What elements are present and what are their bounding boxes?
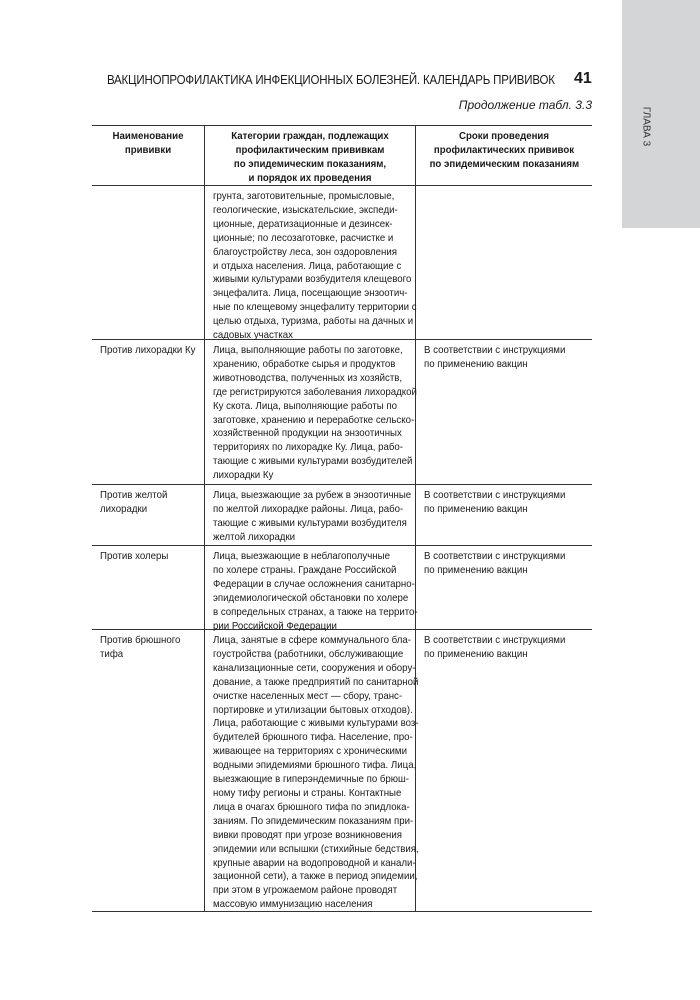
text-line: Лица, выезжающие за рубеж в энзоотичные — [213, 490, 412, 501]
text-line: эпидемии или вспышки (стихийные бедствия, — [213, 843, 419, 855]
text-line: Лица, занятые в сфере коммунального бла- — [213, 635, 411, 646]
text-line: ционные, дератизационные и дезинсек- — [213, 218, 393, 230]
text-line: геологические, изыскательские, экспеди- — [213, 204, 398, 216]
vaccine-name-cell — [92, 186, 204, 339]
header-timing — [416, 126, 592, 185]
text-line: и порядок их проведения — [248, 172, 372, 184]
text-line: Федерации в случае осложнения санитарно- — [213, 578, 415, 590]
text-line: животноводства, полученных из хозяйств, — [213, 372, 403, 384]
text-line: живающее на территориях с хроническими — [213, 746, 407, 758]
text-line: грунта, заготовительные, промысловые, — [213, 191, 395, 202]
text-line: ные по клещевому энцефалиту территории с — [213, 302, 417, 314]
text-line: по применению вакцин — [424, 358, 528, 370]
chapter-label: ГЛАВА 3 — [640, 106, 652, 147]
categories-cell — [204, 485, 416, 545]
table-row — [92, 546, 592, 630]
text-line: В соответствии с инструкциями — [424, 635, 566, 646]
table-row — [92, 186, 592, 340]
text-line: Против брюшного — [100, 635, 181, 646]
vaccine-name-cell — [92, 340, 204, 484]
chapter-tab — [622, 0, 700, 228]
text-line: по эпидемическим показаниям, — [233, 158, 387, 170]
timing-cell — [416, 546, 592, 629]
text-line: зационной сети), а также в период эпидемии, — [213, 871, 418, 883]
text-line: прививки — [124, 144, 172, 156]
text-line: Наименование — [112, 131, 184, 142]
text-line: по применению вакцин — [424, 503, 528, 515]
text-line: в сопредельных странах, а также на террито- — [213, 606, 418, 618]
text-line: Против холеры — [100, 551, 169, 562]
text-line: по применению вакцин — [424, 648, 528, 660]
text-line: профилактических прививок — [433, 144, 575, 156]
text-line: Лица, работающие с живыми культурами воз- — [213, 718, 419, 730]
text-line: желтой лихорадки — [213, 531, 296, 543]
text-line: заготовке, хранению и переработке сельско- — [213, 414, 415, 426]
vaccine-name-cell — [92, 630, 204, 911]
header-vaccine-name — [92, 126, 204, 185]
text-line: садовых участках — [213, 330, 293, 342]
text-line: и отдыха населения. Лица, работающие с — [213, 260, 402, 272]
table-row — [92, 340, 592, 485]
text-line: целью отдыха, туризма, работы на дачных и — [213, 316, 414, 328]
text-line: живыми культурами возбудителя клещевого — [213, 274, 412, 286]
text-line: энцефалита. Лица, посещающие энзоотич- — [213, 288, 408, 300]
categories-cell — [204, 546, 418, 632]
text-line: лихорадки Ку — [213, 470, 274, 482]
vaccine-name-cell — [92, 485, 204, 545]
text-line: территориях по лихорадке Ку. Лица, рабо- — [213, 442, 404, 454]
text-line: лихорадки — [100, 503, 148, 515]
text-line: по применению вакцин — [424, 564, 528, 576]
text-line: Лица, выезжающие в неблагополучные — [213, 551, 390, 562]
table-header-row — [92, 126, 592, 186]
text-line: профилактическим прививкам — [235, 144, 385, 156]
text-line: портировке и утилизации бытовых отходов). — [213, 704, 413, 716]
text-line: ционные; по лесозаготовке, расчистке и — [213, 232, 394, 244]
header-categories — [204, 126, 416, 185]
text-line: массовую иммунизацию населения — [213, 899, 373, 911]
running-title: ВАКЦИНОПРОФИЛАКТИКА ИНФЕКЦИОННЫХ БОЛЕЗНЕЙ. КАЛЕНДАРЬ ПРИВИВОК — [107, 73, 555, 87]
text-line: по эпидемическим показаниям — [429, 158, 580, 170]
vaccination-table — [92, 125, 592, 912]
text-line: благоустройству леса, зон оздоровления — [213, 246, 397, 258]
text-line: хозяйственной продукции на энзоотичных — [213, 428, 402, 440]
text-line: В соответствии с инструкциями — [424, 490, 566, 501]
table-row — [92, 630, 592, 912]
text-line: тифа — [100, 648, 124, 660]
text-line: будителей брюшного тифа. Население, про- — [213, 732, 413, 744]
categories-cell — [204, 630, 419, 911]
page-number: 41 — [574, 70, 592, 87]
text-line: по желтой лихорадке районы. Лица, рабо- — [213, 503, 404, 515]
text-line: гоустройства (работники, обслуживающие — [213, 648, 404, 660]
text-line: Против лихорадки Ку — [100, 345, 196, 356]
text-line: эпидемиологической обстановки по холере — [213, 592, 409, 604]
text-line: по холере страны. Граждане Российской — [213, 564, 397, 576]
text-line: канализационные сети, сооружения и обору- — [213, 662, 416, 674]
timing-cell — [416, 340, 592, 484]
vaccine-name-cell — [92, 546, 204, 629]
text-line: Лица, выполняющие работы по заготовке, — [213, 345, 403, 356]
table-continuation-caption: Продолжение табл. 3.3 — [458, 98, 592, 112]
timing-cell — [416, 630, 592, 911]
text-line: при этом в угрожаемом районе проводят — [213, 885, 398, 897]
text-line: вивки проводят при угрозе возникновения — [213, 829, 402, 841]
text-line: Категории граждан, подлежащих — [231, 131, 389, 142]
text-line: очистке населенных мест — сбору, транс- — [213, 690, 403, 702]
text-line: водными эпидемиями брюшного тифа. Лица, — [213, 760, 417, 772]
text-line: В соответствии с инструкциями — [424, 551, 566, 562]
text-line: хранению, обработке сырья и продуктов — [213, 358, 396, 370]
timing-cell — [416, 485, 592, 545]
text-line: заниям. По эпидемическим показаниям при- — [213, 815, 414, 827]
text-line: Против желтой — [100, 490, 168, 501]
table-row — [92, 485, 592, 546]
timing-cell — [416, 186, 592, 339]
categories-cell — [204, 340, 416, 484]
text-line: тающие с живыми культурами возбудителя — [213, 517, 407, 529]
text-line: где регистрируются заболевания лихорадкой — [213, 386, 417, 398]
text-line: лица в очагах брюшного тифа по эпидлока- — [213, 801, 410, 813]
text-line: крупные аварии на водопроводной и канали- — [213, 857, 416, 869]
text-line: ному тифу регионы и страны. Контактные — [213, 787, 402, 799]
text-line: рии Российской Федерации — [213, 620, 337, 632]
text-line: тающие с живыми культурами возбудителей — [213, 456, 413, 468]
text-line: Ку скота. Лица, выполняющие работы по — [213, 400, 398, 412]
categories-cell — [204, 186, 417, 342]
text-line: Сроки проведения — [458, 131, 550, 142]
text-line: дование, а также предприятий по санитарной — [213, 676, 419, 688]
text-line: выезжающие в гиперэндемичные по брюш- — [213, 774, 410, 786]
text-line: В соответствии с инструкциями — [424, 345, 566, 356]
